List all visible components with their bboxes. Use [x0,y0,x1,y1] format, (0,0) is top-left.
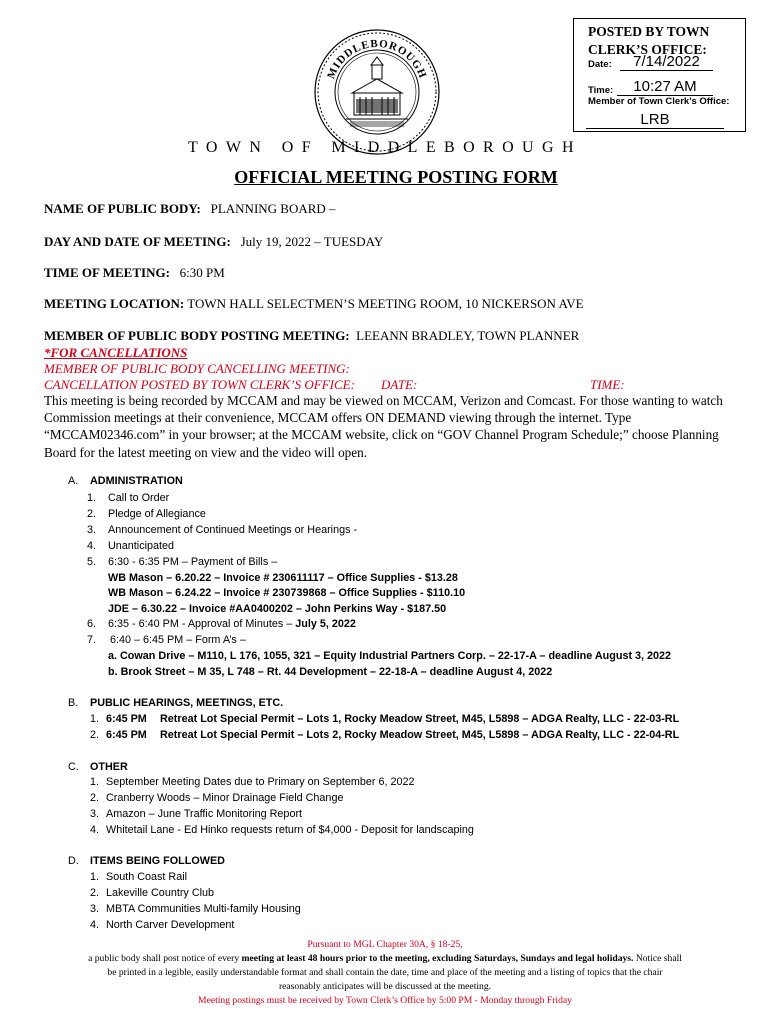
stamp-member-value: LRB [586,111,724,129]
list-number: 7. [87,634,97,646]
list-number: 1. [90,871,100,883]
minutes-date: July 5, 2022 [295,618,356,630]
mccam-notice-paragraph: This meeting is being recorded by MCCAM and may be viewed on MCCAM, Verizon and Comcast. For those wanting to watch Commission meetings at their convenience, MCCAM offers ON DEMAND viewing through the internet. Type “MCCAM02346.com” in your browser; at the MCCAM website, click on “GOV Channel Program Schedule;” choose Planning Board for the latest meeting on view and the video will open. [44,393,723,460]
list-number: 4. [87,540,97,552]
posting-member-value: LEEANN BRADLEY, TOWN PLANNER [356,328,580,343]
posting-member-label: MEMBER OF PUBLIC BODY POSTING MEETING: [44,328,350,343]
public-body-value: PLANNING BOARD – [210,201,336,216]
hearing-time: 6:45 PM [106,713,147,725]
section-b-title: PUBLIC HEARINGS, MEETINGS, ETC. [90,697,284,709]
bill-line: JDE – 6.30.22 – Invoice #AA0400202 – John Perkins Way - $187.50 [108,603,447,615]
list-item: Pledge of Allegiance [108,508,206,520]
meeting-date-label: DAY AND DATE OF MEETING: [44,234,231,249]
footer-statute: Pursuant to MGL Chapter 30A, § 18-25, [307,939,463,950]
meeting-date-field [44,234,383,250]
list-item: South Coast Rail [106,871,188,883]
list-number: 2. [90,887,100,899]
meeting-location-field [44,296,584,312]
stamp-date-label: Date: [588,59,612,70]
meeting-location-label: MEETING LOCATION: [44,296,185,311]
list-number: 1. [90,776,100,788]
bill-line: WB Mason – 6.24.22 – Invoice # 230739868 – Office Supplies - $110.10 [108,587,466,599]
hearing-item: Retreat Lot Special Permit – Lots 1, Rocky Meadow Street, M45, L5898 – ADGA Realty, LLC - 22-03-RL [160,713,680,725]
stamp-member-label: Member of Town Clerk’s Office: [588,96,730,107]
list-number: 1. [90,713,100,725]
list-number: 2. [87,508,97,520]
meeting-location-value: TOWN HALL SELECTMEN’S MEETING ROOM, 10 NICKERSON AVE [187,296,584,311]
list-item: Cranberry Woods – Minor Drainage Field Change [106,792,344,804]
list-item: MBTA Communities Multi-family Housing [106,903,301,915]
seal-top-text: MIDDLEBOROUGH [325,37,429,81]
list-item: Announcement of Continued Meetings or Hearings - [108,524,358,536]
list-number: 3. [90,808,100,820]
list-number: 4. [90,919,100,931]
list-item: Lakeville Country Club [106,887,215,899]
stamp-time-label: Time: [588,85,614,96]
town-seal-icon [312,27,442,157]
list-item: North Carver Development [106,919,235,931]
meeting-time-value: 6:30 PM [179,265,225,280]
meeting-time-field [44,265,225,281]
minutes-item [108,618,356,630]
list-item: September Meeting Dates due to Primary on September 6, 2022 [106,776,415,788]
clerk-posting-stamp [573,18,746,132]
list-number: 3. [87,524,97,536]
section-c-letter: C. [68,761,79,773]
form-a-line: a. Cowan Drive – M110, L 176, 1055, 321 – Equity Industrial Partners Corp. – 22-17-A – deadline August 3, 2022 [108,650,672,662]
bill-line: WB Mason – 6.20.22 – Invoice # 230611117 – Office Supplies - $13.28 [108,572,458,584]
stamp-heading: POSTED BY TOWN CLERK’S OFFICE: [588,24,710,57]
section-a-letter: A. [68,475,79,487]
public-body-field [44,201,336,217]
list-item: Call to Order [108,492,170,504]
town-name: TOWN OF MIDDLEBOROUGH [188,139,582,156]
minutes-item-text: 6:35 - 6:40 PM - Approval of Minutes – [108,618,296,630]
section-d-title: ITEMS BEING FOLLOWED [90,855,225,867]
section-d-letter: D. [68,855,79,867]
form-a-line: b. Brook Street – M 35, L 748 – Rt. 44 Development – 22-18-A – deadline August 4, 2022 [108,666,553,678]
stamp-time-value: 10:27 AM [617,78,713,96]
section-b-letter: B. [68,697,79,709]
cancellations-heading: *FOR CANCELLATIONS [44,345,188,360]
cancellation-time-label: TIME: [590,377,625,392]
footer-notice [0,938,770,1008]
cancellation-posted-line: CANCELLATION POSTED BY TOWN CLERK’S OFFICE: [44,377,355,392]
posting-member-field [44,328,579,344]
cancellation-date-label: DATE: [381,377,418,392]
list-number: 1. [87,492,97,504]
form-title: OFFICIAL MEETING POSTING FORM [234,167,558,187]
list-number: 5. [87,556,97,568]
stamp-date-value: 7/14/2022 [620,53,713,71]
meeting-time-label: TIME OF MEETING: [44,265,170,280]
section-a-title: ADMINISTRATION [90,475,183,487]
list-item: Whitetail Lane - Ed Hinko requests return of $4,000 - Deposit for landscaping [106,824,474,836]
list-item: Unanticipated [108,540,175,552]
footer-line-4: reasonably anticipates will be discussed at the meeting. [278,981,492,992]
footer-deadline: Meeting postings must be received by Town Clerk’s Office by 5:00 PM - Monday through Friday [198,995,572,1006]
public-body-label: NAME OF PUBLIC BODY: [44,201,201,216]
list-number: 2. [90,729,100,741]
list-number: 3. [90,903,100,915]
meeting-date-value: July 19, 2022 – TUESDAY [240,234,384,249]
form-a-item: 6:40 – 6:45 PM – Form A’s – [110,634,246,646]
list-number: 6. [87,618,97,630]
footer-text: a public body shall post notice of every [88,953,242,964]
footer-line-3: be printed in a legible, easily understandable format and shall contain the date, time and place of the meeting and a listing of topics that the chair [107,967,663,978]
section-c-title: OTHER [90,761,128,773]
list-number: 2. [90,792,100,804]
footer-bold-text: meeting at least 48 hours prior to the meeting, excluding Saturdays, Sundays and legal holidays. [241,953,634,964]
list-item: 6:30 - 6:35 PM – Payment of Bills – [108,556,278,568]
hearing-item: Retreat Lot Special Permit – Lots 2, Rocky Meadow Street, M45, L5898 – ADGA Realty, LLC - 22-04-RL [160,729,680,741]
footer-text: Notice shall [633,953,682,964]
hearing-time: 6:45 PM [106,729,147,741]
footer-line-2 [0,952,770,966]
list-number: 4. [90,824,100,836]
cancellation-member-line: MEMBER OF PUBLIC BODY CANCELLING MEETING: [44,361,350,376]
list-item: Amazon – June Traffic Monitoring Report [106,808,303,820]
